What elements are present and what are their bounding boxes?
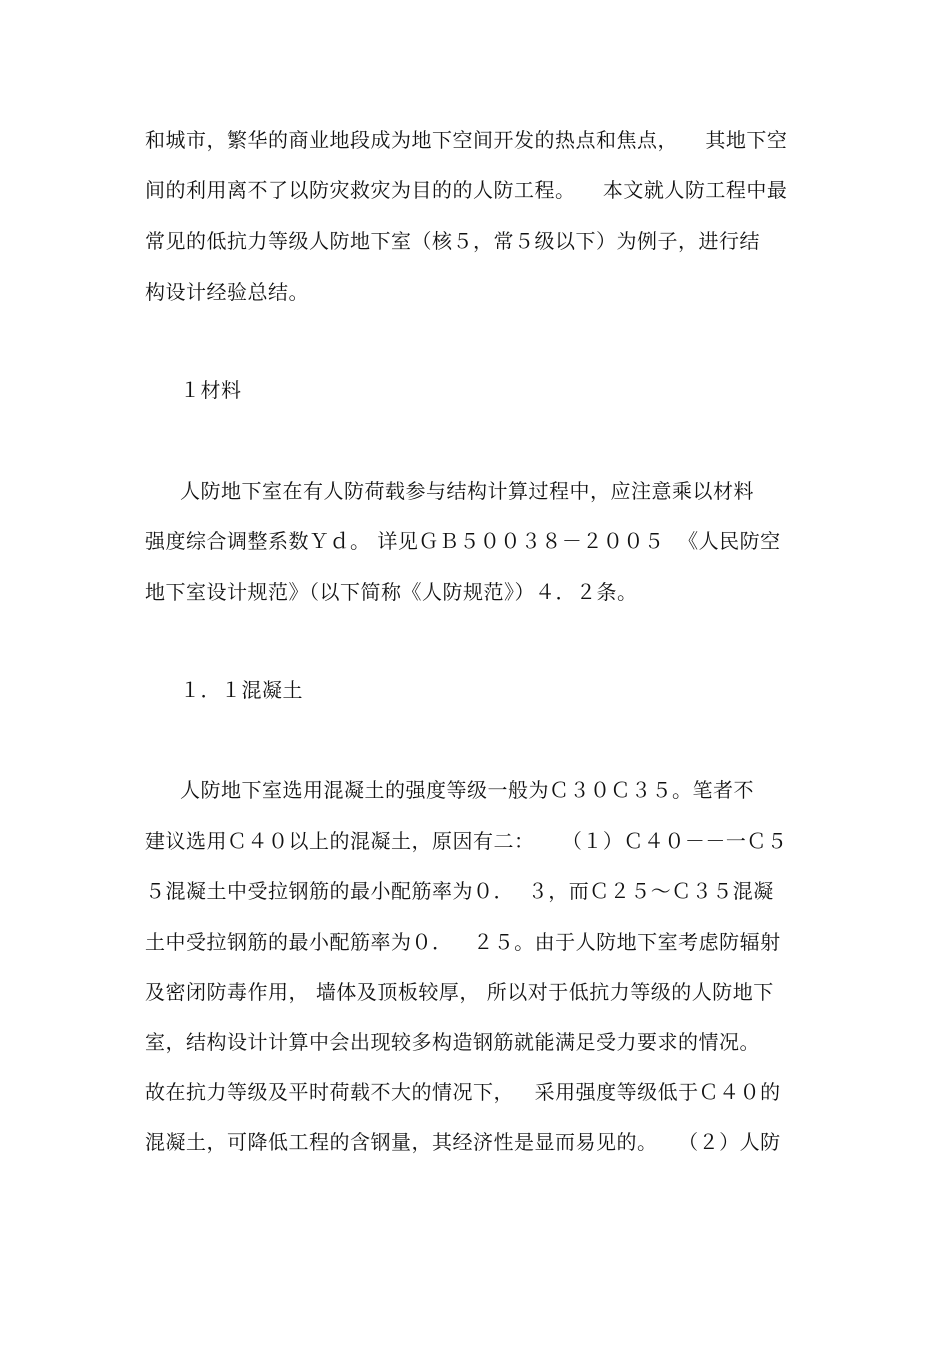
paragraph-line: 人防地下室在有人防荷载参与结构计算过程中，应注意乘以材料 — [180, 479, 754, 503]
paragraph-line: 地下室设计规范》（以下简称《人防规范》）４．２条。 — [145, 580, 638, 604]
section-heading: １材料 — [180, 378, 242, 402]
paragraph-line: 及密闭防毒作用， 墙体及顶板较厚， 所以对于低抗力等级的人防地下 — [145, 980, 774, 1004]
paragraph-line: 和城市，繁华的商业地段成为地下空间开发的热点和焦点， 其地下空 — [145, 128, 788, 152]
paragraph-line: 构设计经验总结。 — [145, 280, 309, 304]
paragraph-line: 土中受拉钢筋的最小配筋率为０． ２５。由于人防地下室考虑防辐射 — [145, 930, 781, 954]
paragraph-line: 室，结构设计计算中会出现较多构造钢筋就能满足受力要求的情况。 — [145, 1030, 760, 1054]
paragraph-line: 强度综合调整系数Ｙｄ。 详见ＧＢ５００３８－２００５ 《人民防空 — [145, 529, 781, 553]
paragraph-line: 常见的低抗力等级人防地下室（核５，常５级以下）为例子，进行结 — [145, 229, 760, 253]
paragraph-line: 间的利用离不了以防灾救灾为目的的人防工程。 本文就人防工程中最 — [145, 178, 788, 202]
paragraph-line: 故在抗力等级及平时荷载不大的情况下， 采用强度等级低于Ｃ４０的 — [145, 1080, 781, 1104]
section-heading: １．１混凝土 — [180, 678, 303, 702]
paragraph-line: 建议选用Ｃ４０以上的混凝土，原因有二： （１）Ｃ４０－－一Ｃ５ — [145, 829, 788, 853]
paragraph-line: 混凝土，可降低工程的含钢量，其经济性是显而易见的。 （２）人防 — [145, 1130, 781, 1154]
paragraph-line: ５混凝土中受拉钢筋的最小配筋率为０． ３，而Ｃ２５～Ｃ３５混凝 — [145, 879, 774, 903]
paragraph-line: 人防地下室选用混凝土的强度等级一般为Ｃ３０Ｃ３５。笔者不 — [180, 778, 754, 802]
